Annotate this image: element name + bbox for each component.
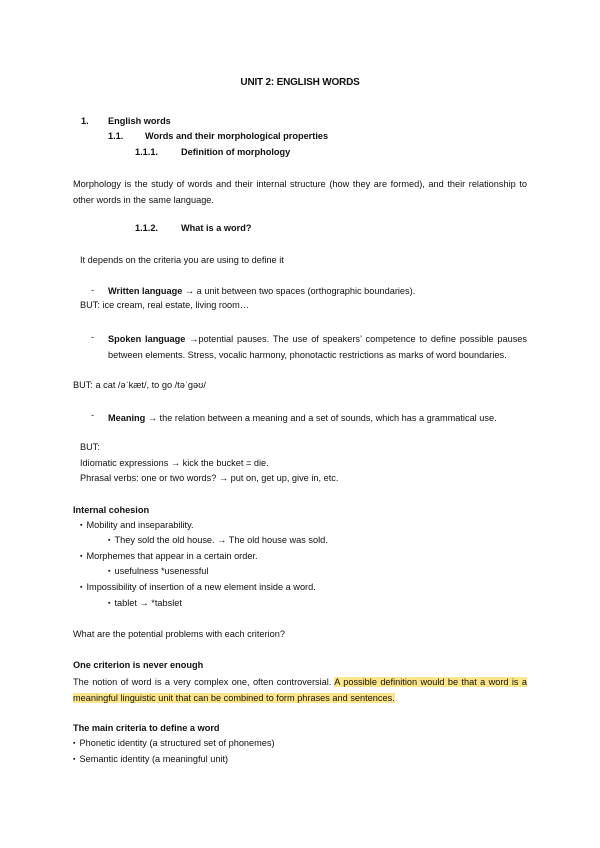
meaning-idioms: Idiomatic expressions → kick the bucket = die. <box>80 458 269 468</box>
word-definition-highlight: A possible definition would be that a word is a meaningful linguistic unit that can be combined to form phrases and sentences. <box>73 677 527 703</box>
written-text: → a unit between two spaces (orthographic boundaries). <box>182 286 416 296</box>
cohesion-mobility-example: ▪ They sold the old house. → The old house was sold. <box>108 534 328 547</box>
page-title: UNIT 2: ENGLISH WORDS <box>240 77 360 88</box>
spoken-but: BUT: a cat /əˈkæt/, to go /təˈgəʊ/ <box>73 380 206 390</box>
cohesion-insertion-example: ▪ tablet → *tabslet <box>108 597 182 610</box>
main-criteria-heading: The main criteria to define a word <box>73 723 220 733</box>
heading-1-1-number: 1.1. <box>108 131 124 141</box>
meaning-label: Meaning <box>108 413 146 423</box>
spoken-text: →potential pauses. The use of speakers’ competence to define possible pauses between elements. Stress, vocalic harmony, phonotactic restrictions as marks of word boundaries. <box>108 334 527 360</box>
meaning-but: BUT: <box>80 442 100 452</box>
criteria-question: What are the potential problems with each criterion? <box>73 629 285 639</box>
cohesion-order-example: ▪ usefulness *usenessful <box>108 565 208 578</box>
written-criterion <box>108 285 415 297</box>
cohesion-insertion: ▪ Impossibility of insertion of a new element inside a word. <box>80 581 316 594</box>
cohesion-heading: Internal cohesion <box>73 505 150 515</box>
heading-1-1-2-text: What is a word? <box>181 223 252 233</box>
meaning-dash: - <box>91 410 95 420</box>
never-enough-heading: One criterion is never enough <box>73 660 204 670</box>
written-label: Written language <box>108 286 183 296</box>
heading-1-text: English words <box>108 116 171 126</box>
heading-1-1-2-number: 1.1.2. <box>135 223 158 233</box>
main-criteria-item: ▪ Phonetic identity (a structured set of phonemes) <box>73 737 275 750</box>
morphology-paragraph: Morphology is the study of words and their internal structure (how they are formed), and their relationship to other words in the same language. <box>73 179 527 205</box>
spoken-criterion <box>108 332 527 363</box>
heading-1-1-text: Words and their morphological properties <box>145 131 329 141</box>
never-enough-text: The notion of word is a very complex one, often controversial. <box>73 677 335 687</box>
written-dash: - <box>91 285 95 295</box>
spoken-label: Spoken language <box>108 334 186 344</box>
spoken-dash: - <box>91 332 95 342</box>
main-criteria-item: ▪ Semantic identity (a meaningful unit) <box>73 753 228 766</box>
written-but: BUT: ice cream, real estate, living room… <box>80 300 250 310</box>
meaning-phrasal: Phrasal verbs: one or two words? → put on, get up, give in, etc. <box>80 473 339 483</box>
cohesion-mobility: ▪ Mobility and inseparability. <box>80 519 194 532</box>
heading-1-1-1-text: Definition of morphology <box>181 147 291 157</box>
meaning-text: → the relation between a meaning and a set of sounds, which has a grammatical use. <box>145 413 497 423</box>
criteria-intro: It depends on the criteria you are using to define it <box>80 255 284 265</box>
never-enough-paragraph <box>73 674 527 706</box>
heading-1-number: 1. <box>81 116 89 126</box>
heading-1-1-1-number: 1.1.1. <box>135 147 158 157</box>
meaning-criterion <box>108 410 527 426</box>
cohesion-order: ▪ Morphemes that appear in a certain order. <box>80 550 258 563</box>
